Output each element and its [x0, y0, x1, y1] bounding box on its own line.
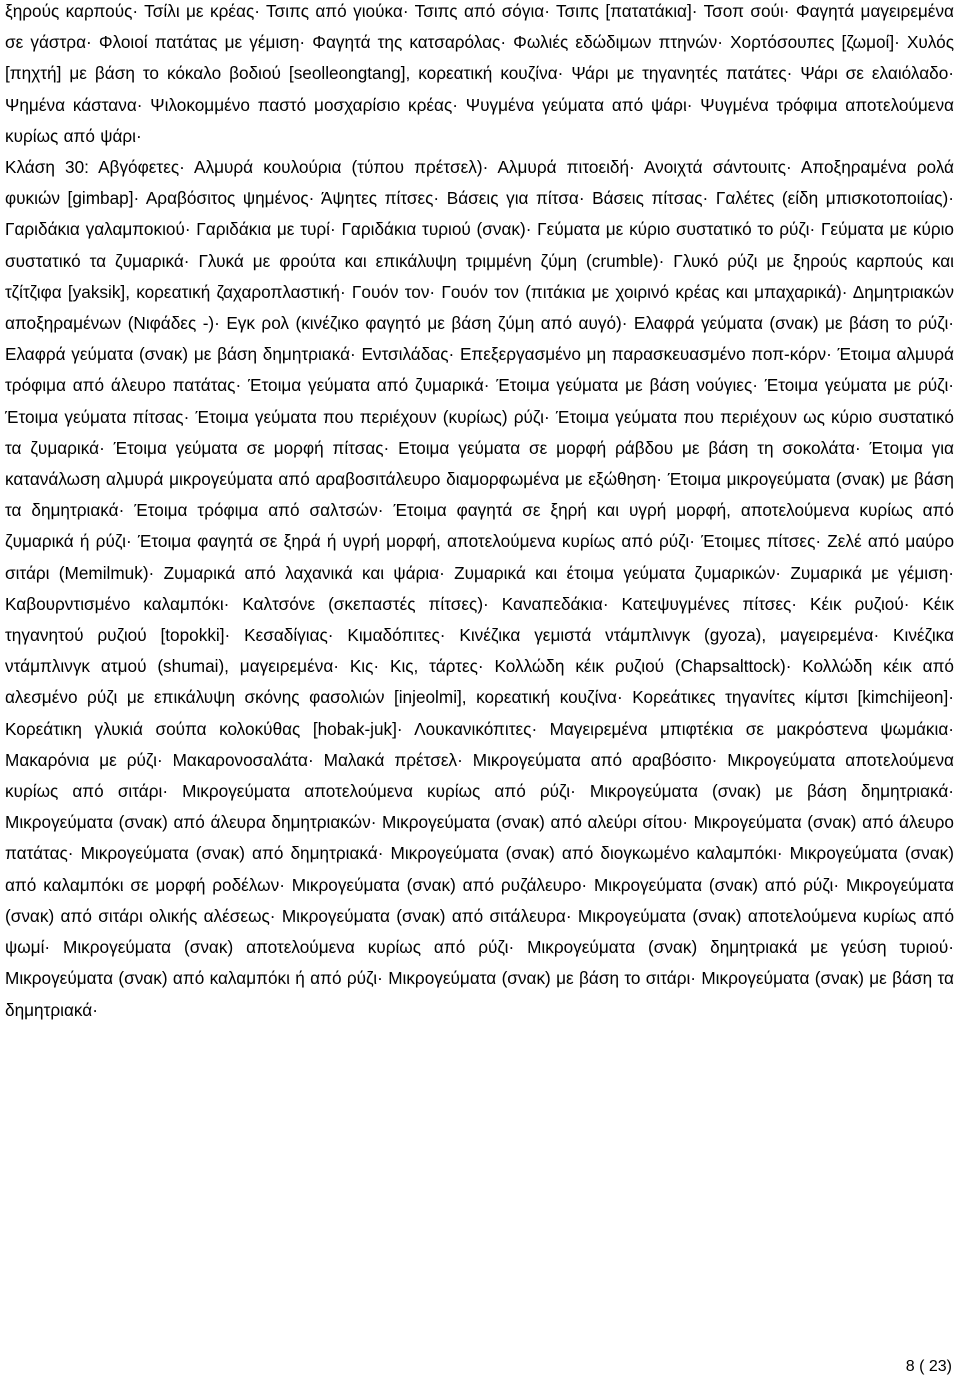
document-page: [5, 2, 954, 1026]
paragraph-class-30: Κλάση 30: Αβγόφετες· Αλμυρά κουλούρια (τύπου πρέτσελ)· Αλμυρά πιτοειδή· Ανοιχτά σάντουιτς· Αποξηραμένα ρολά φυκιών [gimbap]· Αραβόσιτος ψημένος· Άψητες πίτσες· Βάσεις για πίτσα· Βάσεις πίτσας· Γαλέτες (είδη μπισκοτοποιίας)· Γαριδάκια γαλαμποκιού· Γαριδάκια με τυρί· Γαριδάκια τυριού (σνακ)· Γεύματα με κύριο συστατικό το ρύζι· Γεύματα με κύριο συστατικό τα ζυμαρικά· Γλυκά με φρούτα και επικάλυψη τριμμένη ζύμη (crumble)· Γλυκό ρύζι με ξηρούς καρπούς και τζίτζιφα [yaksik], κορεατική ζαχαροπλαστική· Γουόν τον· Γουόν τον (πιτάκια με χοιρινό κρέας και μπαχαρικά)· Δημητριακών αποξηραμένων (Νιφάδες -)· Εγκ ρολ (κινέζικο φαγητό με βάση ζύμη από αυγό)· Ελαφρά γεύματα (σνακ) με βάση το ρύζι· Ελαφρά γεύματα (σνακ) με βάση δημητριακά· Εντσιλάδας· Επεξεργασμένο μη παρασκευασμένο ποπ-κόρν· Έτοιμα αλμυρά τρόφιμα από άλευρο πατάτας· Έτοιμα γεύματα από ζυμαρικά· Έτοιμα γεύματα με βάση νούγιες· Έτοιμα γεύματα με ρύζι· Έτοιμα γεύματα πίτσας· Έτοιμα γεύματα που περιέχουν (κυρίως) ρύζι· Έτοιμα γεύματα που περιέχουν ως κύριο συστατικό τα ζυμαρικά· Έτοιμα γεύματα σε μορφή πίτσας· Ετοιμα γεύματα σε μορφή ράβδου με βάση τη σοκολάτα· Έτοιμα για κατανάλωση αλμυρά μικρογεύματα από αραβοσιτάλευρο διαμορφωμένα με εξώθηση· Έτοιμα μικρογεύματα (σνακ) με βάση τα δημητριακά· Έτοιμα τρόφιμα από σαλτσών· Έτοιμα φαγητά σε ξηρή και υγρή μορφή, αποτελούμενα κυρίως από ζυμαρικά ή ρύζι· Έτοιμα φαγητά σε ξηρά ή υγρή μορφή, αποτελούμενα κυρίως από ρύζι· Έτοιμες πίτσες· Ζελέ από μαύρο σιτάρι (Memilmuk)· Ζυμαρικά από λαχανικά και ψάρια· Ζυμαρικά και έτοιμα γεύματα ζυμαρικών· Ζυμαρικά με γέμιση· Καβουρντισμένο καλαμπόκι· Καλτσόνε (σκεπαστές πίτσες)· Καναπεδάκια· Κατεψυγμένες πίτσες· Κέικ ρυζιού· Κέικ τηγανητού ρυζιού [topokki]· Κεσαδίγιας· Κιμαδόπιτες· Κινέζικα γεμιστά ντάμπλινγκ (gyoza), μαγειρεμένα· Κινέζικα ντάμπλινγκ ατμού (shumai), μαγειρεμένα· Κις· Κις, τάρτες· Κολλώδη κέικ ρυζιού (Chapsalttock)· Κολλώδη κέικ από αλεσμένο ρύζι με επικάλυψη σκόνης φασολιών [injeolmi], κορεατική κουζίνα· Κορεάτικες τηγανίτες κίμτσι [kimchijeon]· Κορεάτικη γλυκιά σούπα κολοκύθας [hobak-juk]· Λουκανικόπιτες· Μαγειρεμένα μπιφτέκια σε μακρόστενα ψωμάκια· Μακαρόνια με ρύζι· Μακαρονοσαλάτα· Μαλακά πρέτσελ· Μικρογεύματα από αραβόσιτο· Μικρογεύματα αποτελούμενα κυρίως από σιτάρι· Μικρογεύματα αποτελούμενα κυρίως από ρύζι· Μικρογεύματα (σνακ) με βάση δημητριακά· Μικρογεύματα (σνακ) από άλευρα δημητριακών· Μικρογεύματα (σνακ) από αλεύρι σίτου· Μικρογεύματα (σνακ) από άλευρο πατάτας· Μικρογεύματα (σνακ) από δημητριακά· Μικρογεύματα (σνακ) από διογκωμένο καλαμπόκι· Μικρογεύματα (σνακ) από καλαμπόκι σε μορφή ροδέλων· Μικρογεύματα (σνακ) από ρυζάλευρο· Μικρογεύματα (σνακ) από ρύζι· Μικρογεύματα (σνακ) από σιτάρι ολικής αλέσεως· Μικρογεύματα (σνακ) από σιτάλευρα· Μικρογεύματα (σνακ) αποτελούμενα κυρίως από ψωμί· Μικρογεύματα (σνακ) αποτελούμενα κυρίως από ρύζι· Μικρογεύματα (σνακ) δημητριακά με γεύση τυριού· Μικρογεύματα (σνακ) από καλαμπόκι ή από ρύζι· Μικρογεύματα (σνακ) με βάση το σιτάρι· Μικρογεύματα (σνακ) με βάση τα δημητριακά·: [5, 157, 954, 1020]
paragraph-continuation: ξηρούς καρπούς· Τσίλι με κρέας· Τσιπς από γιούκα· Τσιπς από σόγια· Τσιπς [πατατάκια]· Τσοπ σούι· Φαγητά μαγειρεμένα σε γάστρα· Φλοιοί πατάτας με γέμιση· Φαγητά της κατσαρόλας· Φωλιές εδώδιμων πτηνών· Χορτόσουπες [ζωμοί]· Χυλός [πηχτή] με βάση το κόκαλο βοδιού [seolleongtang], κορεατική κουζίνα· Ψάρι με τηγανητές πατάτες· Ψάρι σε ελαιόλαδο· Ψημένα κάστανα· Ψιλοκομμένο παστό μοσχαρίσιο κρέας· Ψυγμένα γεύματα από ψάρι· Ψυγμένα τρόφιμα αποτελούμενα κυρίως από ψάρι·: [5, 1, 954, 146]
page-number: 8 ( 23): [905, 1358, 952, 1375]
